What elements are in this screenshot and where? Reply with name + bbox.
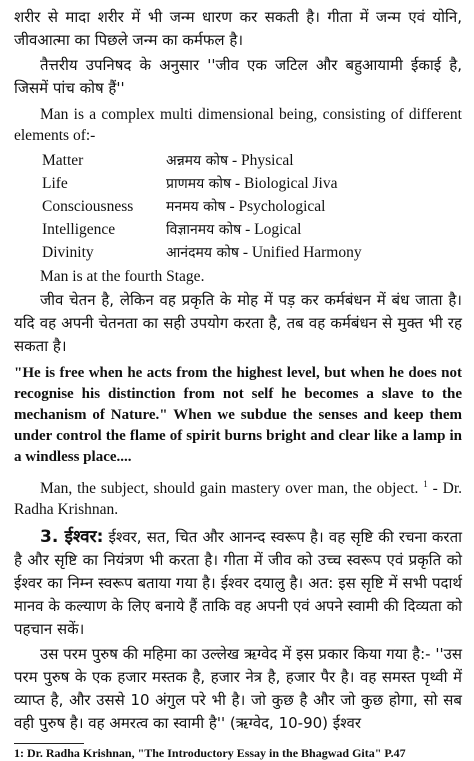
footnote: 1: Dr. Radha Krishnan, "The Introductory Essay in the Bhagwad Gita" P.47 [14,746,406,761]
mastery-attribution: - Dr. Radha Krishnan. [14,480,462,519]
kosha-translation: - Unified Harmony [238,244,362,261]
section-3-heading: 3. ईश्वर: [40,527,104,548]
kosha-row [42,149,462,172]
kosha-list [42,149,462,264]
section-3-paragraph [14,526,462,641]
kosha-translation: - Logical [241,221,302,238]
section-3-body: ईश्वर, सत, चित और आनन्द स्वरूप है। वह सृष्टि की रचना करता है और सृष्टि का नियंत्रण भी करता है। गीता में जीव को उच्च स्वरूप एवं प्रकृति को ईश्वर का निम्न स्वरूप बताया गया है। ईश्वर दयालु है। अत: इस सृष्टि में सभी पदार्थ मानव के कल्याण के लिए बनाये हैं ताकि वह अपनी एवं अपने स्वामी की दिव्यता को पहचान सकें। [14,528,463,639]
quote-paragraph: "He is free when he acts from the highest level, but when he does not recognise his distinction from not self he becomes a slave to the mechanism of Nature." When we subdue the senses and keep them under control the flame of spirit burns bright and clear like a lamp in a windless place.... [14,365,462,465]
paragraph-upanishad: तैत्तरीय उपनिषद के अनुसार ''जीव एक जटिल और बहुआयामी ईकाई है, जिसमें पांच कोष हैं'' [14,56,462,97]
kosha-english: Consciousness [42,197,134,215]
kosha-hindi: आनंदमय कोष [166,245,239,261]
paragraph-man-complex: Man is a complex multi dimensional being, consisting of different elements of:- [14,106,462,144]
kosha-hindi: प्राणमय कोष [166,176,232,192]
kosha-english: Matter [42,151,84,169]
paragraph-fourth-stage: Man is at the fourth Stage. [40,268,205,285]
kosha-translation: - Physical [228,152,294,169]
footnote-divider [14,743,84,744]
paragraph-jiva: जीव चेतन है, लेकिन वह प्रकृति के मोह में पड़ कर कर्मबंधन में बंध जाता है। यदि वह अपनी चेतनता का सही उपयोग करता है, तब वह कर्मबंधन से मुक्त भी रह सकता है। [14,291,462,355]
kosha-hindi: अन्नमय कोष [166,153,229,169]
paragraph-rigveda: उस परम पुरुष की महिमा का उल्लेख ऋग्वेद में इस प्रकार किया गया है:- ''उस परम पुरुष के एक हजार मस्तक है, हजार नेत्र है, हजार पैर है। वह समस्त पृथ्वी में व्याप्त है, और उससे 10 अंगुल परे भी है। जो कुछ है और जो कुछ होगा, सो सब वही पुरुष है। वह अमरत्व का स्वामी है'' (ऋग्वेद, 10-90) ईश्वर [14,645,462,733]
kosha-row [42,218,462,241]
kosha-english: Divinity [42,243,94,261]
kosha-row [42,241,462,264]
kosha-row [42,172,462,195]
kosha-hindi: मनमय कोष [166,199,226,215]
kosha-hindi: विज्ञानमय कोष [166,222,242,238]
paragraph-1: शरीर से मादा शरीर में भी जन्म धारण कर सकती है। गीता में जन्म एवं योनि, जीवआत्मा का पिछले जन्म का कर्मफल है। [14,8,462,49]
kosha-row [42,195,462,218]
mastery-text: Man, the subject, should gain mastery over man, the object. [40,480,419,498]
kosha-english: Intelligence [42,220,116,238]
kosha-translation: - Biological Jiva [231,175,338,192]
kosha-translation: - Psychological [225,198,326,215]
kosha-english: Life [42,174,68,192]
paragraph-mastery [14,474,462,520]
footnote-ref: 1 [423,479,428,489]
